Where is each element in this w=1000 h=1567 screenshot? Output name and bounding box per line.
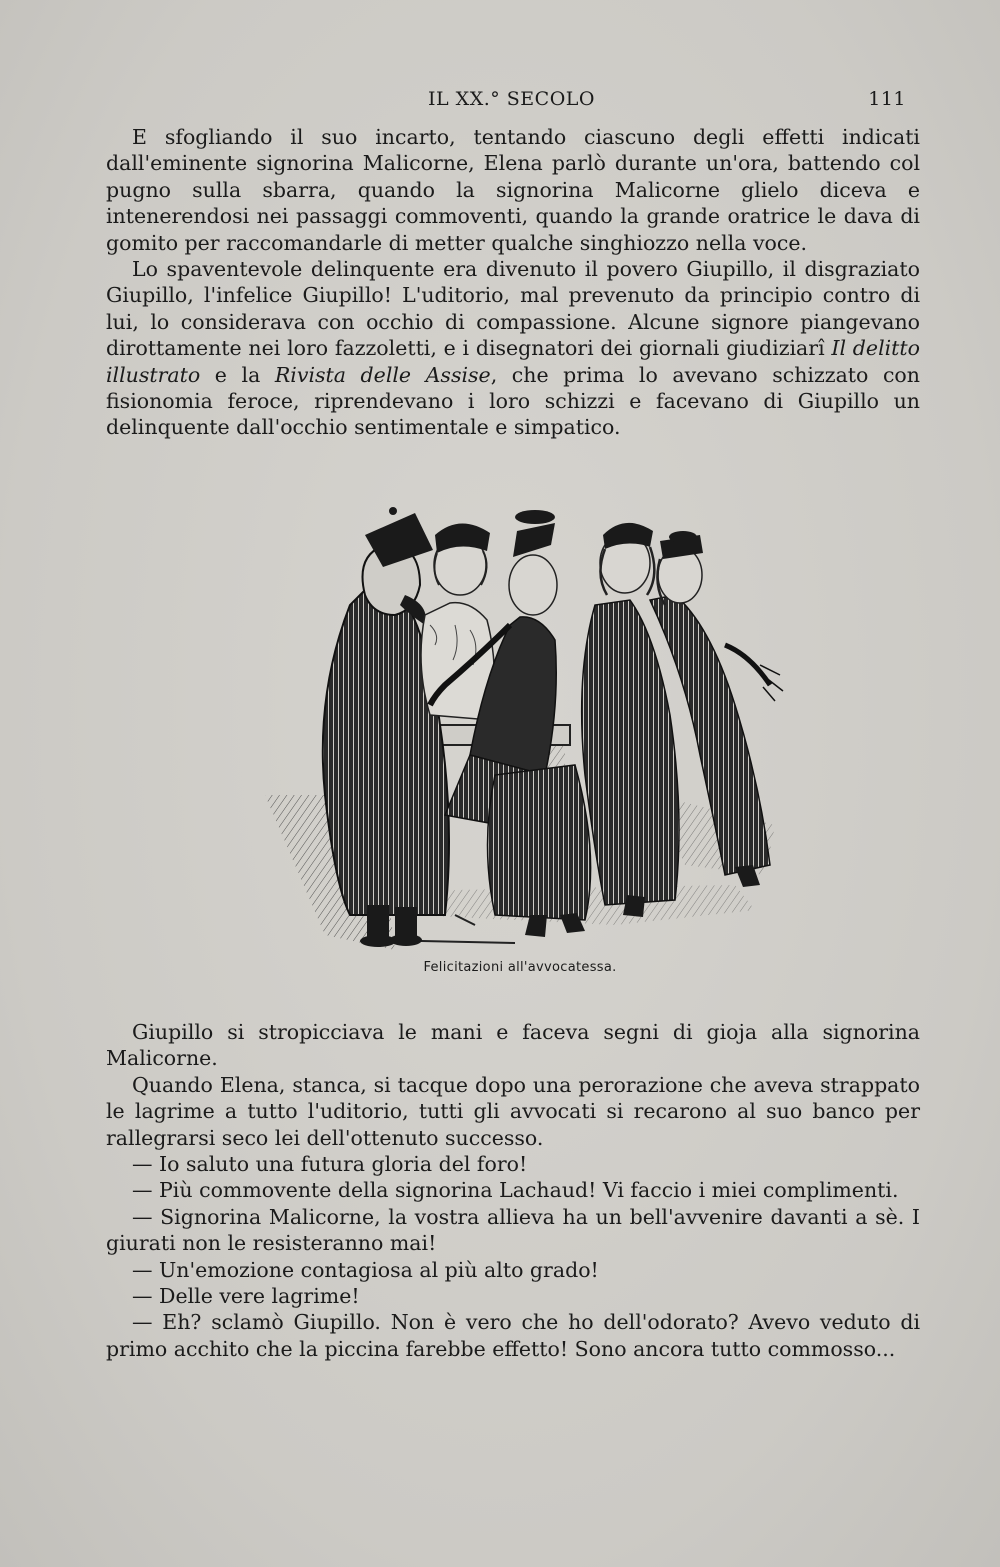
dialogue-line: — Io saluto una futura gloria del foro! (132, 1152, 528, 1177)
bottom-text-block (106, 1019, 920, 1362)
top-text-block (106, 124, 920, 441)
dialogue-line: — Eh? sclamò Giupillo. Non è vero che ho dell'odorato? Avevo veduto di primo acchito che la piccina farebbe effetto! Sono ancora tutto commosso... (106, 1310, 920, 1361)
paragraph: Giupillo si stropicciava le mani e faceva segni di gioja alla signorina Malicorne. (106, 1020, 920, 1071)
text-run: e la (200, 362, 275, 387)
lawyer-figure-center-left (421, 523, 494, 720)
newspaper-title: Rivista delle Assise (274, 362, 491, 387)
running-title: IL XX.° SECOLO (428, 88, 595, 110)
paragraph: Quando Elena, stanca, si tacque dopo una perorazione che aveva strappato le lagrime a tutto l'uditorio, tutti gli avvocati si recarono al suo banco per rallegrarsi seco lei dell'ottenuto successo. (106, 1072, 920, 1150)
figure-caption: Felicitazioni all'avvocatessa. (423, 960, 617, 975)
illustration-drawing (255, 495, 785, 955)
dialogue-line: — Signorina Malicorne, la vostra allieva ha un bell'avvenire davanti a sè. I giurati non le resisteranno mai! (106, 1204, 920, 1256)
dialogue-line: — Delle vere lagrime! (132, 1284, 360, 1309)
page-number: 111 (868, 88, 906, 110)
newspaper-title: Il delitto illustrato (106, 336, 920, 387)
lawyer-figure-left (323, 507, 449, 947)
illustration (255, 495, 785, 955)
page-header (106, 88, 906, 118)
paragraph (106, 256, 920, 441)
text-run: , che prima lo avevano schizzato con fisionomia feroce, riprendevano i loro schizzi e facevano di Giupillo un delinquente dall'occhio sentimentale e simpatico. (106, 362, 920, 440)
text-run: Lo spaventevole delinquente era divenuto il povero Giupillo, il disgraziato Giupillo, l'infelice Giupillo! L'uditorio, mal prevenuto da principio contro di lui, lo considerava con occhio di compassione. Alcune signore piangevano dirottamente nei loro fazzoletti, e i disegnatori dei giornali giudiziarî (106, 257, 920, 361)
dialogue-line: — Un'emozione contagiosa al più alto grado! (132, 1257, 599, 1282)
paragraph: E sfogliando il suo incarto, tentando ciascuno degli effetti indicati dall'eminente signorina Malicorne, Elena parlò durante un'ora, battendo col pugno sulla sbarra, quando la signorina Malicorne glielo diceva e intenerendosi nei passaggi commoventi, quando la grande oratrice le dava di gomito per raccomandarle di metter qualche singhiozzo nella voce. (106, 125, 920, 255)
dialogue-line: — Più commovente della signorina Lachaud! Vi faccio i miei complimenti. (132, 1178, 899, 1203)
